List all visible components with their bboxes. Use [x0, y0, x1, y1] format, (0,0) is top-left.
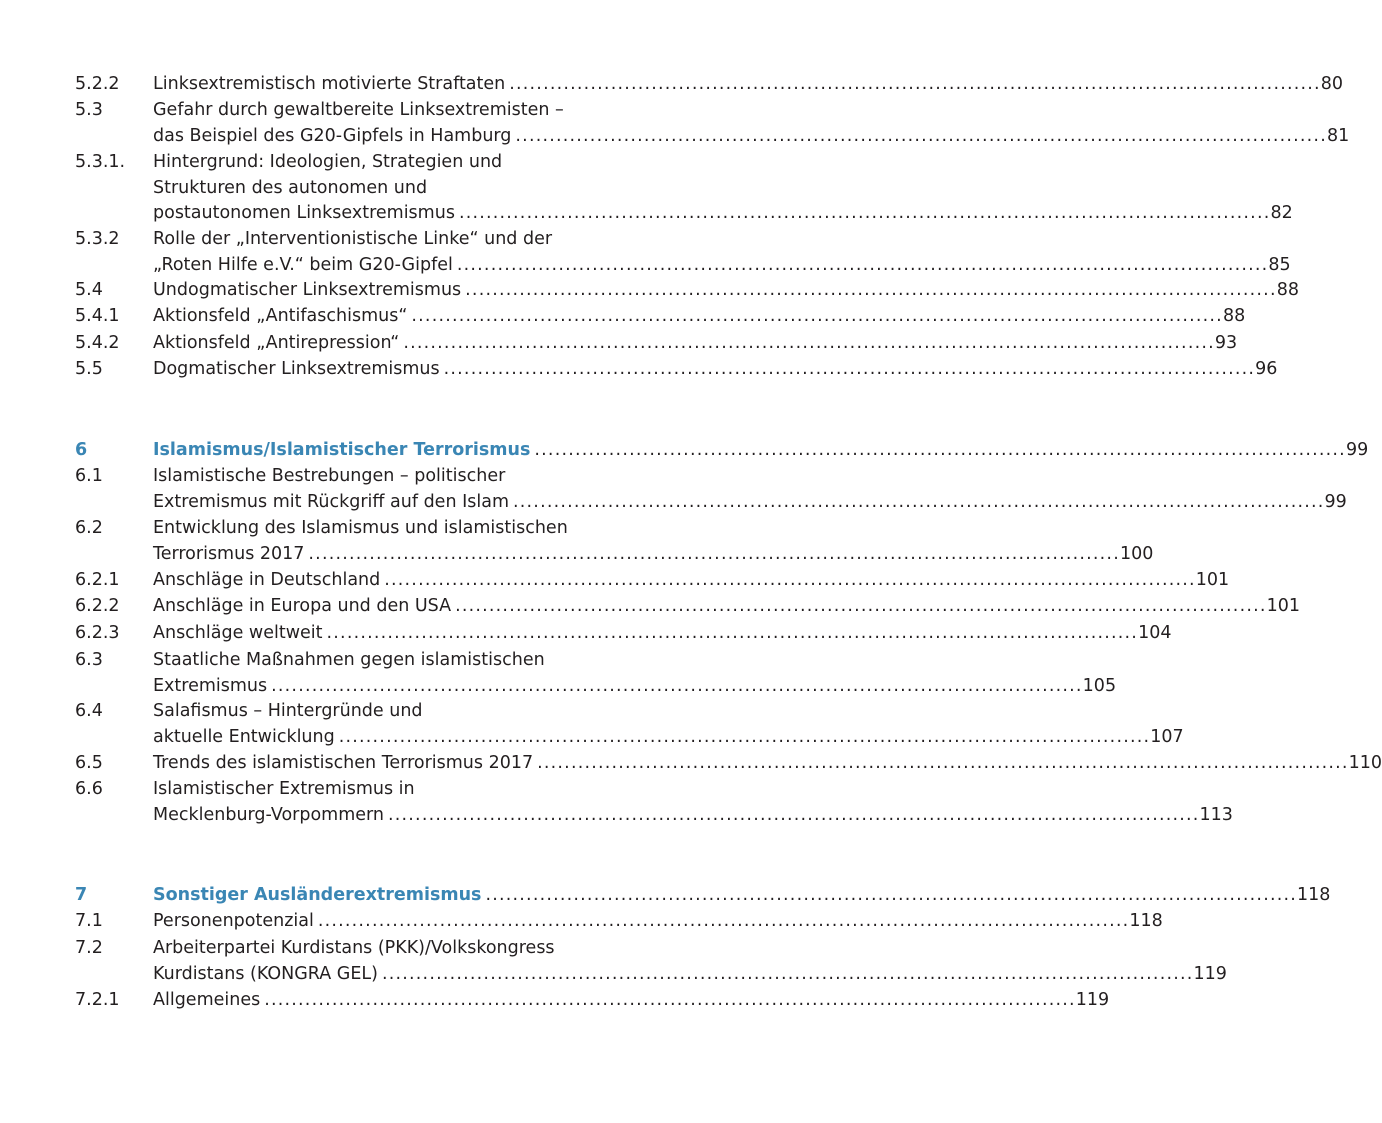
title-text: Dogmatischer Linksextremismus — [153, 359, 440, 379]
title-text: aktuelle Entwicklung — [153, 726, 335, 747]
page-number: 96 — [1255, 359, 1278, 379]
section-number: 5.2.2 — [75, 74, 120, 94]
section-number: 5.3.1. — [75, 152, 126, 172]
section-number: 6.6 — [75, 779, 103, 799]
section-number: 5.4 — [75, 280, 103, 300]
dot-leader: ........................................................................................................................ — [388, 804, 1200, 825]
title-text: Aktionsfeld „Antifaschismus“ — [153, 306, 408, 326]
section-title — [153, 776, 1233, 827]
page-number: 101 — [1266, 596, 1301, 616]
section-title — [153, 515, 1154, 566]
page-number: 81 — [1326, 125, 1350, 146]
dot-leader: ........................................................................................................................ — [308, 543, 1120, 564]
title-text: Personenpotenzial — [153, 911, 314, 931]
title-text: das Beispiel des G20-Gipfels in Hamburg — [153, 125, 512, 146]
dot-leader: ........................................................................................................................ — [326, 623, 1139, 643]
title-text: Trends des islamistischen Terrorismus 2017 — [153, 753, 534, 773]
section-number: 5.3 — [75, 100, 103, 120]
page-number: 80 — [1320, 74, 1344, 94]
page-number: 88 — [1222, 306, 1246, 326]
title-text: Anschläge in Deutschland — [153, 570, 381, 590]
title-text: „Roten Hilfe e.V.“ beim G20-Gipfel — [153, 254, 453, 275]
title-line — [153, 908, 1163, 934]
section-number: 6.4 — [75, 701, 103, 721]
section-number: 6 — [75, 440, 88, 460]
title-line: Strukturen des autonomen und — [153, 177, 428, 198]
title-line — [153, 620, 1172, 646]
dot-leader: ........................................................................................................................ — [513, 491, 1325, 512]
page-number: 119 — [1193, 963, 1227, 984]
page-number: 118 — [1297, 885, 1331, 905]
title-line — [153, 356, 1278, 382]
section-title — [153, 698, 1184, 749]
section-title — [153, 226, 1291, 277]
section-title — [153, 750, 1382, 776]
section-title — [153, 647, 1117, 698]
title-line — [153, 987, 1110, 1013]
page-number: 104 — [1138, 623, 1172, 643]
section-number: 5.5 — [75, 359, 103, 379]
section-title — [153, 437, 1369, 463]
title-line — [153, 123, 1350, 149]
dot-leader: ........................................................................................................................ — [537, 753, 1349, 773]
title-line: Islamistische Bestrebungen – politischer — [153, 466, 506, 486]
section-title — [153, 149, 1293, 226]
section-title — [153, 987, 1110, 1013]
section-number: 5.3.2 — [75, 229, 120, 249]
title-line: Staatliche Maßnahmen gegen islamistischen — [153, 650, 545, 670]
title-line — [153, 802, 1233, 828]
title-text: Terrorismus 2017 — [153, 543, 305, 564]
page-number: 107 — [1150, 726, 1184, 747]
title-line — [153, 489, 1347, 515]
section-number: 6.5 — [75, 753, 103, 773]
title-text: Extremismus mit Rückgriff auf den Islam — [153, 491, 510, 512]
dot-leader: ........................................................................................................................ — [455, 596, 1267, 616]
section-title — [153, 620, 1172, 646]
section-title — [153, 593, 1301, 619]
title-text: Kurdistans (KONGRA GEL) — [153, 963, 378, 984]
page-number: 99 — [1345, 440, 1369, 460]
title-line — [153, 252, 1291, 278]
section-title — [153, 277, 1299, 303]
dot-leader: ........................................................................................................................ — [465, 280, 1277, 300]
title-line: Rolle der „Interventionistische Linke“ und der — [153, 229, 553, 249]
title-line: Salafismus – Hintergründe und — [153, 701, 423, 721]
section-title — [153, 97, 1350, 148]
title-line: Arbeiterpartei Kurdistans (PKK)/Volkskongress — [153, 938, 555, 958]
dot-leader: ........................................................................................................................ — [458, 203, 1271, 224]
dot-leader: ........................................................................................................................ — [384, 570, 1196, 590]
page-number: 93 — [1214, 333, 1238, 353]
page-number: 85 — [1268, 254, 1291, 275]
dot-leader: ........................................................................................................................ — [264, 990, 1076, 1010]
page-number: 119 — [1075, 990, 1110, 1010]
title-line — [153, 961, 1227, 987]
title-text: Aktionsfeld „Antirepression“ — [153, 333, 400, 353]
title-text: Extremismus — [153, 675, 268, 696]
title-line — [153, 724, 1184, 750]
section-number: 5.4.1 — [75, 306, 120, 326]
section-number: 7.2.1 — [75, 990, 120, 1010]
dot-leader: ........................................................................................................................ — [515, 125, 1327, 146]
section-number: 6.2 — [75, 518, 103, 538]
dot-leader: ........................................................................................................................ — [271, 675, 1083, 696]
title-text: Linksextremistisch motivierte Straftaten — [153, 74, 506, 94]
section-number: 7 — [75, 885, 88, 905]
title-line: Gefahr durch gewaltbereite Linksextremisten – — [153, 100, 564, 120]
page-number: 88 — [1276, 280, 1299, 300]
dot-leader: ........................................................................................................................ — [411, 306, 1223, 326]
title-text: Undogmatischer Linksextremismus — [153, 280, 462, 300]
section-title — [153, 935, 1227, 986]
title-line — [153, 303, 1246, 329]
page-number: 82 — [1270, 203, 1293, 224]
section-number: 5.4.2 — [75, 333, 120, 353]
dot-leader: ........................................................................................................................ — [338, 726, 1151, 747]
title-line — [153, 882, 1331, 908]
title-text: Mecklenburg-Vorpommern — [153, 804, 384, 825]
section-title — [153, 882, 1331, 908]
title-text: Sonstiger Ausländerextremismus — [153, 885, 482, 905]
title-line — [153, 673, 1117, 699]
title-text: Islamismus/Islamistischer Terrorismus — [153, 440, 531, 460]
section-title — [153, 908, 1163, 934]
dot-leader: ........................................................................................................................ — [317, 911, 1130, 931]
dot-leader: ........................................................................................................................ — [456, 254, 1269, 275]
title-text: Anschläge weltweit — [153, 623, 323, 643]
page-number: 100 — [1119, 543, 1154, 564]
section-title — [153, 463, 1347, 514]
title-line — [153, 277, 1299, 303]
page-number: 110 — [1348, 753, 1382, 773]
title-text: Allgemeines — [153, 990, 261, 1010]
section-title — [153, 71, 1344, 97]
section-number: 6.2.3 — [75, 623, 120, 643]
page-number: 105 — [1082, 675, 1117, 696]
title-line — [153, 437, 1369, 463]
title-line — [153, 330, 1238, 356]
section-title — [153, 567, 1230, 593]
dot-leader: ........................................................................................................................ — [509, 74, 1321, 94]
title-line — [153, 541, 1154, 567]
title-line: Entwicklung des Islamismus und islamistischen — [153, 518, 568, 538]
title-line — [153, 750, 1382, 776]
title-text: postautonomen Linksextremismus — [153, 203, 455, 224]
title-line — [153, 71, 1344, 97]
section-number: 6.2.2 — [75, 596, 120, 616]
section-title — [153, 356, 1278, 382]
section-number: 7.2 — [75, 938, 103, 958]
dot-leader: ........................................................................................................................ — [534, 440, 1346, 460]
section-title — [153, 330, 1238, 356]
dot-leader: ........................................................................................................................ — [443, 359, 1256, 379]
title-line — [153, 567, 1230, 593]
page-number: 101 — [1195, 570, 1230, 590]
dot-leader: ........................................................................................................................ — [485, 885, 1298, 905]
page-number: 113 — [1199, 804, 1233, 825]
section-number: 6.3 — [75, 650, 103, 670]
title-line: Hintergrund: Ideologien, Strategien und — [153, 152, 503, 172]
title-line — [153, 200, 1293, 226]
section-number: 7.1 — [75, 911, 103, 931]
title-line — [153, 593, 1301, 619]
page-number: 99 — [1324, 491, 1347, 512]
page-number: 118 — [1129, 911, 1163, 931]
title-text: Anschläge in Europa und den USA — [153, 596, 452, 616]
section-number: 6.1 — [75, 466, 103, 486]
section-number: 6.2.1 — [75, 570, 120, 590]
title-line: Islamistischer Extremismus in — [153, 779, 415, 799]
dot-leader: ........................................................................................................................ — [403, 333, 1215, 353]
section-title — [153, 303, 1246, 329]
dot-leader: ........................................................................................................................ — [381, 963, 1194, 984]
